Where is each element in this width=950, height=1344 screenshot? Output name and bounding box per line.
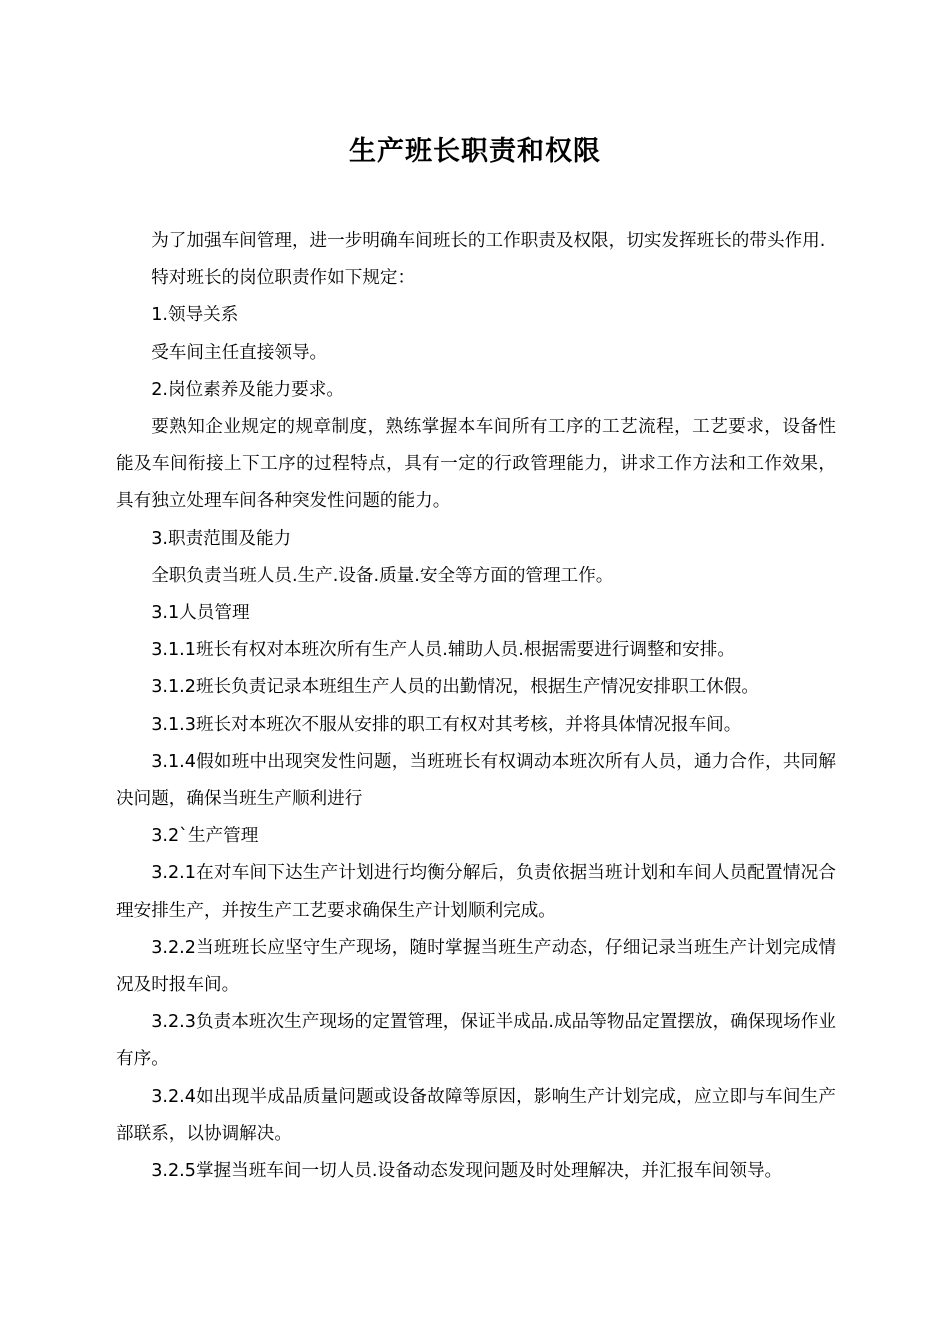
clause-3-2-2: 3.2.2当班班长应坚守生产现场，随时掌握当班生产动态，仔细记录当班生产计划完成情况及时报车间。 xyxy=(116,937,836,996)
section-text-3: 全职负责当班人员.生产.设备.质量.安全等方面的管理工作。 xyxy=(151,565,614,586)
document-title: 生产班长职责和权限 xyxy=(349,136,601,167)
clause-3-1-2: 3.1.2班长负责记录本班组生产人员的出勤情况，根据生产情况安排职工休假。 xyxy=(151,677,759,698)
section-heading-3: 3.职责范围及能力 xyxy=(151,528,292,549)
intro-statement: 特对班长的岗位职责作如下规定： xyxy=(151,268,416,289)
section-heading-1: 1.领导关系 xyxy=(151,305,239,326)
section-text-2: 要熟知企业规定的规章制度，熟练掌握本车间所有工序的工艺流程，工艺要求，设备性能及车间衔接上下工序的过程特点，具有一定的行政管理能力，讲求工作方法和工作效果，具有独立处理车间各种突发性问题的能力。 xyxy=(116,417,836,512)
clause-3-2-5: 3.2.5掌握当班车间一切人员.设备动态发现问题及时处理解决，并汇报车间领导。 xyxy=(151,1161,783,1182)
intro-paragraph: 为了加强车间管理，进一步明确车间班长的工作职责及权限，切实发挥班长的带头作用. xyxy=(151,231,826,251)
subsection-heading-3-1: 3.1人员管理 xyxy=(151,603,250,624)
clause-3-2-4: 3.2.4如出现半成品质量问题或设备故障等原因，影响生产计划完成，应立即与车间生产部联系，以协调解决。 xyxy=(116,1086,836,1144)
section-text-1: 受车间主任直接领导。 xyxy=(151,342,328,363)
clause-3-2-3: 3.2.3负责本班次生产现场的定置管理，保证半成品.成品等物品定置摆放，确保现场作业有序。 xyxy=(116,1012,836,1070)
section-heading-2: 2.岗位素养及能力要求。 xyxy=(151,379,344,400)
clause-3-1-4: 3.1.4假如班中出现突发性问题，当班班长有权调动本班次所有人员，通力合作，共同解决问题，确保当班生产顺利进行 xyxy=(116,751,836,810)
document-body xyxy=(116,223,836,1190)
subsection-heading-3-2: 3.2`生产管理 xyxy=(151,826,259,847)
clause-3-2-1: 3.2.1在对车间下达生产计划进行均衡分解后，负责依据当班计划和车间人员配置情况合理安排生产，并按生产工艺要求确保生产计划顺利完成。 xyxy=(116,863,836,921)
clause-3-1-3: 3.1.3班长对本班次不服从安排的职工有权对其考核，并将具体情况报车间。 xyxy=(151,714,742,735)
clause-3-1-1: 3.1.1班长有权对本班次所有生产人员.辅助人员.根据需要进行调整和安排。 xyxy=(151,640,735,661)
